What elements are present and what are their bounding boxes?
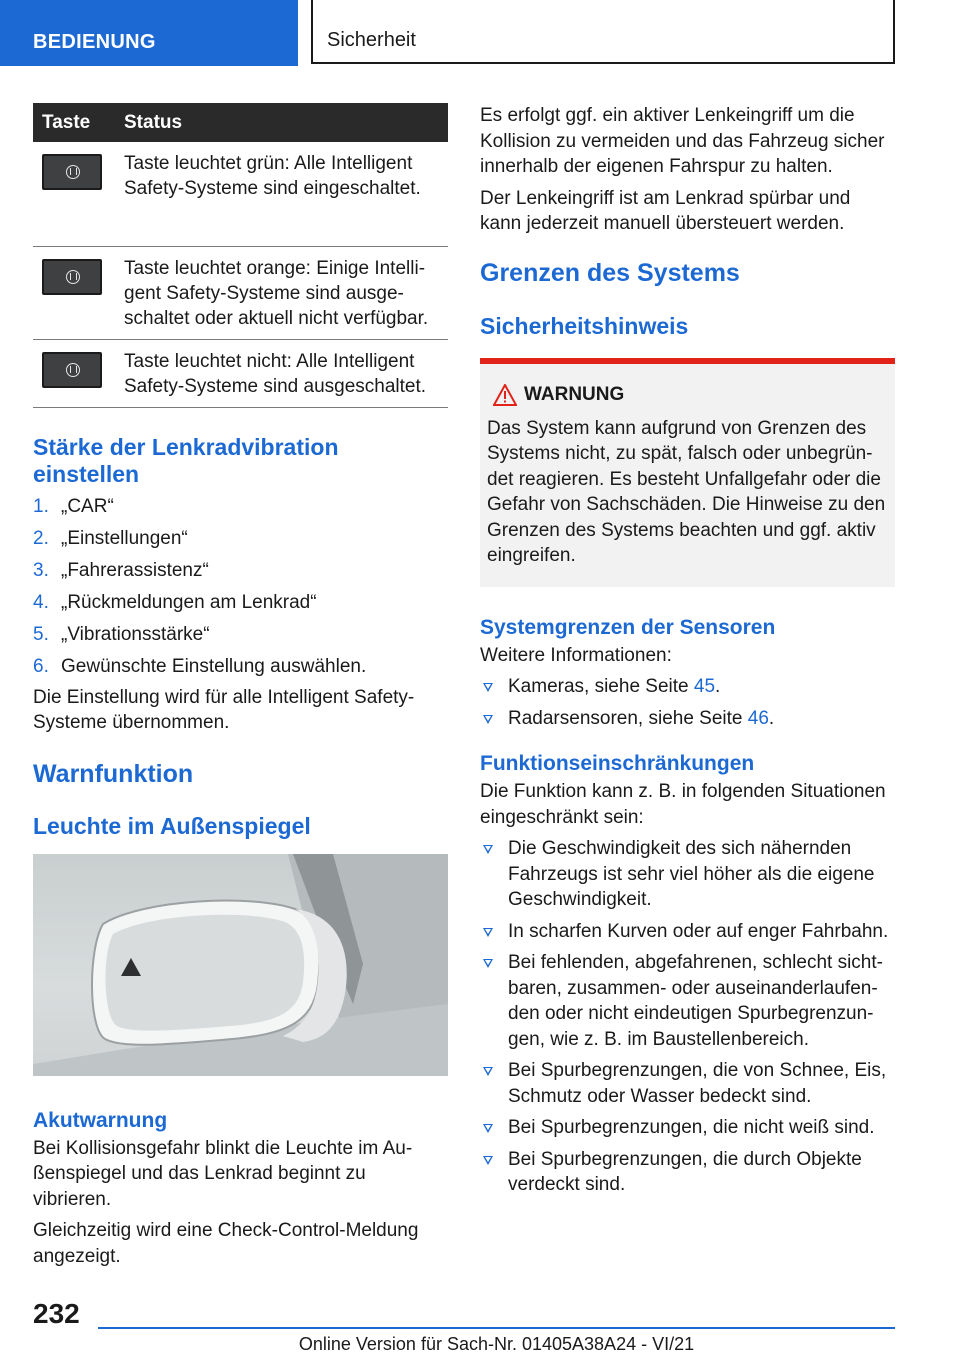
warning-header [487, 380, 889, 410]
bullet-triangle-icon [483, 845, 493, 854]
funktion-heading: Funktionseinschränkungen [480, 752, 755, 775]
list-item: Die Geschwindigkeit des sich nähernden Fahrzeugs ist sehr viel höher als die eigene Geschwindigkeit. [480, 836, 895, 913]
mirror-light-heading: Leuchte im Außenspiegel [33, 812, 311, 839]
page-number: 232 [33, 1298, 80, 1329]
bullet-triangle-icon [483, 715, 493, 724]
left-column [33, 103, 448, 1269]
list-item: Bei Spurbegrenzungen, die von Schnee, Eis, Schmutz oder Wasser bedeckt sind. [480, 1058, 895, 1109]
table-header-status: Status [115, 103, 448, 142]
grenzen-heading: Grenzen des Systems [480, 258, 740, 287]
section-tab [0, 0, 298, 66]
page-link-46[interactable]: 46 [747, 707, 769, 729]
table-header-taste: Taste [33, 103, 115, 142]
warning-triangle-icon [493, 384, 517, 406]
page-link-45[interactable]: 45 [693, 676, 716, 697]
list-item: Radarsensoren, siehe Seite 46. [480, 706, 895, 732]
topic-header [311, 0, 895, 64]
lenkeingriff-text: Es erfolgt ggf. ein aktiver Lenkeingriff um die Kollision zu vermeiden und das Fahrzeug sicher innerhalb der eigenen Fahrspur zu halten. [480, 105, 885, 177]
vibration-heading: Stärke der Lenkradvibration einstellen [33, 433, 339, 487]
list-item: In scharfen Kurven oder auf enger Fahrbahn. [480, 919, 895, 945]
bullet-triangle-icon [483, 683, 493, 692]
list-item: Bei Spurbegrenzungen, die durch Objekte verdeckt sind. [480, 1147, 895, 1198]
warnfunktion-heading: Warnfunktion [33, 759, 194, 788]
list-item: 2. „Einstellungen“ [33, 527, 188, 549]
vibration-steps [33, 491, 448, 683]
table-row [33, 339, 448, 407]
vibration-note: Die Einstellung wird für alle Intelligent Safety-Systeme übernommen. [33, 686, 415, 733]
status-table [33, 103, 448, 408]
intelligent-safety-button-icon [42, 154, 102, 190]
list-item: 4. „Rückmeldungen am Lenkrad“ [33, 591, 317, 613]
side-mirror-image [33, 854, 448, 1076]
sensoren-heading: Systemgrenzen der Sensoren [480, 615, 776, 639]
table-row [33, 246, 448, 339]
check-control-text: Gleichzeitig wird eine Check-Control-Meldung angezeigt. [33, 1220, 419, 1267]
table-cell-status: Taste leuchtet nicht: Alle Intelligent Safety-Systeme sind ausgeschaltet. [115, 339, 448, 407]
sicherheitshinweis-heading: Sicherheitshinweis [480, 312, 689, 339]
section-label: BEDIENUNG [33, 31, 156, 53]
bullet-triangle-icon [483, 1156, 493, 1165]
warning-title: WARNUNG [524, 383, 625, 405]
intelligent-safety-button-icon [42, 259, 102, 295]
table-cell-status: Taste leuchtet orange: Einige Intelligent Safety-Systeme sind ausgeschaltet oder aktuell nicht verfügbar. [115, 246, 448, 339]
warning-text: Das System kann aufgrund von Grenzen des Systems nicht, zu spät, falsch oder unbegründet reagieren. Es besteht Unfallgefahr oder die Gefahr von Sachschäden. Die Hinweise zu den Grenzen des Systems beachten und ggf. aktiv eingreifen. [487, 417, 886, 566]
funktion-intro: Die Funktion kann z. B. in folgenden Situationen eingeschränkt sein: [480, 781, 886, 828]
footer-divider [98, 1327, 895, 1329]
sensoren-intro: Weitere Informationen: [480, 644, 672, 666]
list-item: 1. „CAR“ [33, 495, 114, 517]
bullet-triangle-icon [483, 959, 493, 968]
list-item: 6. Gewünschte Einstellung auswählen. [33, 655, 367, 677]
table-cell-status: Taste leuchtet grün: Alle Intelligent Safety-Systeme sind eingeschaltet. [115, 142, 448, 246]
funktion-list [480, 836, 895, 1198]
sensoren-list [480, 674, 895, 731]
table-header-row [33, 103, 448, 142]
lenkeingriff-note: Der Lenkeingriff ist am Lenkrad spürbar und kann jederzeit manuell übersteuert werden. [480, 187, 851, 234]
list-item: Bei fehlenden, abgefahrenen, schlecht sichtbaren, zusammen- oder auseinanderlaufenden oder nicht eindeutigen Spurbegrenzungen, wie z. B. im Baustellenbereich. [480, 950, 895, 1052]
bullet-triangle-icon [483, 1124, 493, 1133]
list-item: Bei Spurbegrenzungen, die nicht weiß sind. [480, 1115, 895, 1141]
bullet-triangle-icon [483, 1067, 493, 1076]
intelligent-safety-button-icon [42, 352, 102, 388]
right-column [480, 103, 895, 1204]
list-item: 5. „Vibrationsstärke“ [33, 623, 210, 645]
bullet-triangle-icon [483, 928, 493, 937]
footer-text: Online Version für Sach-Nr. 01405A38A24 - VI/21 [298, 1334, 695, 1354]
list-item: 3. „Fahrerassistenz“ [33, 559, 209, 581]
akutwarnung-heading: Akutwarnung [33, 1108, 168, 1132]
warning-box [480, 358, 895, 587]
topic-label: Sicherheit [327, 29, 416, 51]
table-row [33, 142, 448, 246]
list-item: Kameras, siehe Seite 45. [480, 674, 895, 700]
akutwarnung-text: Bei Kollisionsgefahr blinkt die Leuchte im Außenspiegel und das Lenkrad beginnt zu vibrieren. [33, 1137, 413, 1210]
